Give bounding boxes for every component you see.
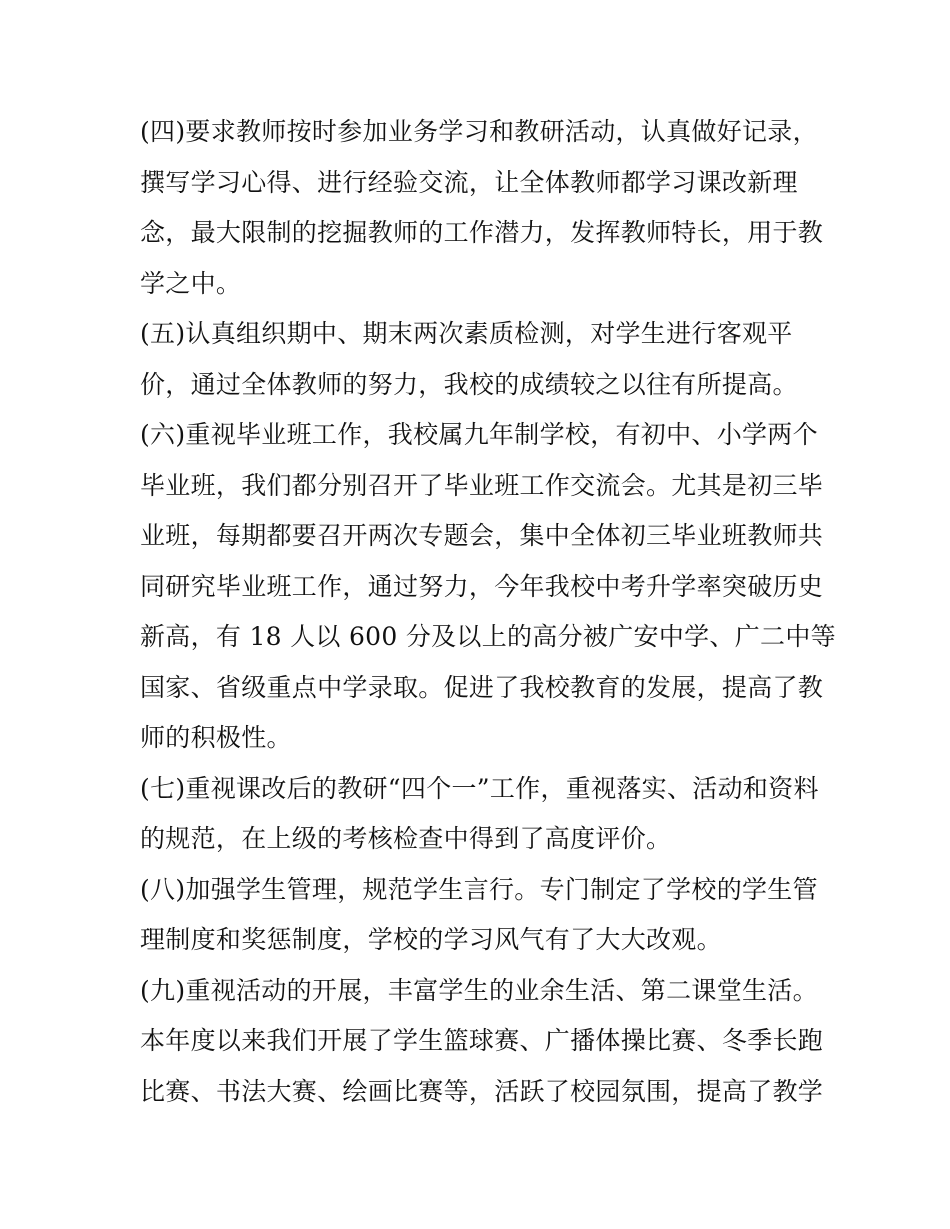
text-line: 念，最大限制的挖掘教师的工作潜力，发挥教师特长，用于教 (140, 218, 824, 247)
text-line: (五)认真组织期中、期末两次素质检测，对学生进行客观平 (140, 319, 793, 348)
text-line: 国家、省级重点中学录取。促进了我校教育的发展，提高了教 (140, 672, 824, 702)
text-line: 毕业班，我们都分别召开了毕业班工作交流会。尤其是初三毕 (140, 470, 824, 500)
text-line: 师的积极性。 (140, 723, 292, 752)
text-line: (八)加强学生管理，规范学生言行。专门制定了学校的学生管 (140, 874, 818, 904)
text-line: 理制度和奖惩制度，学校的学习风气有了大大改观。 (140, 925, 722, 954)
text-line: 新高，有 18 人以 600 分及以上的高分被广安中学、广二中等 (140, 622, 836, 651)
text-line: (六)重视毕业班工作，我校属九年制学校，有初中、小学两个 (140, 420, 818, 449)
text-line: (九)重视活动的开展，丰富学生的业余生活、第二课堂生活。 (140, 975, 818, 1005)
text-line: 业班，每期都要召开两次专题会，集中全体初三毕业班教师共 (140, 521, 824, 550)
text-line: (七)重视课改后的教研“四个一”工作，重视落实、活动和资料 (140, 773, 819, 803)
text-line: 撰写学习心得、进行经验交流，让全体教师都学习课改新理 (140, 167, 798, 197)
text-line: 的规范，在上级的考核检查中得到了高度评价。 (140, 824, 672, 853)
text-line: 比赛、书法大赛、绘画比赛等，活跃了校园氛围，提高了教学 (140, 1076, 824, 1106)
text-line: (四)要求教师按时参加业务学习和教研活动，认真做好记录， (140, 117, 818, 146)
text-line: 本年度以来我们开展了学生篮球赛、广播体操比赛、冬季长跑 (140, 1026, 824, 1055)
text-line: 价，通过全体教师的努力，我校的成绩较之以往有所提高。 (140, 369, 798, 399)
text-line: 同研究毕业班工作，通过努力，今年我校中考升学率突破历史 (140, 571, 824, 601)
document-body (140, 107, 836, 1117)
text-line: 学之中。 (140, 268, 242, 298)
